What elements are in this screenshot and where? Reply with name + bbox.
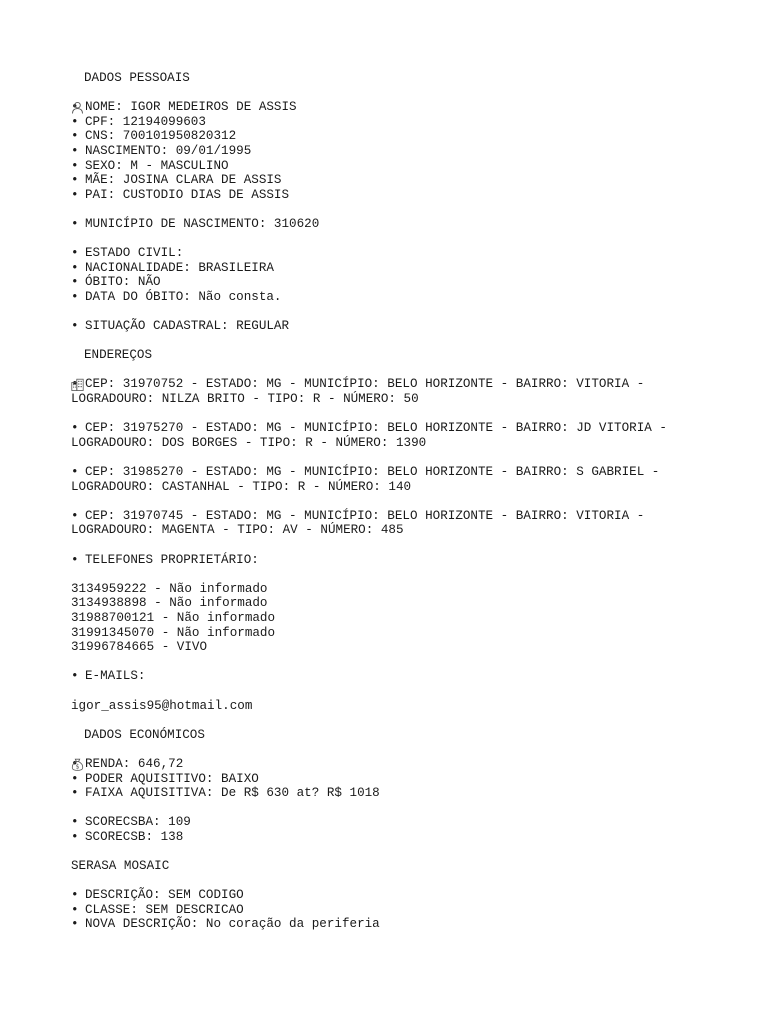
list-item: • CNS: 700101950820312	[71, 129, 711, 144]
buildings-icon	[71, 349, 84, 362]
personal-group-identity	[71, 100, 711, 202]
address-line: LOGRADOURO: CASTANHAL - TIPO: R - NÚMERO: 140	[71, 479, 412, 494]
section-heading-dados-pessoais	[71, 71, 711, 86]
list-item: • MÃE: JOSINA CLARA DE ASSIS	[71, 173, 711, 188]
address-line: • CEP: 31970745 - ESTADO: MG - MUNICÍPIO: BELO HORIZONTE - BAIRRO: VITORIA -	[71, 509, 711, 524]
list-item: • PAI: CUSTODIO DIAS DE ASSIS	[71, 188, 711, 203]
list-item: • MUNICÍPIO DE NASCIMENTO: 310620	[71, 217, 711, 232]
phone-list	[71, 582, 711, 655]
address-line: • CEP: 31985270 - ESTADO: MG - MUNICÍPIO: BELO HORIZONTE - BAIRRO: S GABRIEL -	[71, 465, 711, 480]
address-item	[71, 465, 711, 494]
list-item: • SEXO: M - MASCULINO	[71, 159, 711, 174]
address-line: LOGRADOURO: DOS BORGES - TIPO: R - NÚMERO: 1390	[71, 435, 427, 450]
address-line: LOGRADOURO: NILZA BRITO - TIPO: R - NÚMERO: 50	[71, 392, 419, 407]
address-item	[71, 377, 711, 406]
section-heading-serasa-mosaic: SERASA MOSAIC	[71, 859, 170, 874]
list-item: • NASCIMENTO: 09/01/1995	[71, 144, 711, 159]
address-line: • CEP: 31975270 - ESTADO: MG - MUNICÍPIO: BELO HORIZONTE - BAIRRO: JD VITORIA -	[71, 421, 711, 436]
list-item: • NOVA DESCRIÇÃO: No coração da periferia	[71, 917, 711, 932]
email-item: igor_assis95@hotmail.com	[71, 698, 253, 713]
list-item: • SCORECSBA: 109	[71, 815, 711, 830]
list-item: • SITUAÇÃO CADASTRAL: REGULAR	[71, 319, 711, 334]
economic-group-income	[71, 757, 711, 801]
phone-item: 31988700121 - Não informado	[71, 610, 276, 625]
list-item: • RENDA: 646,72	[71, 757, 711, 772]
list-item: • FAIXA AQUISITIVA: De R$ 630 at? R$ 1018	[71, 786, 711, 801]
list-item: • PODER AQUISITIVO: BAIXO	[71, 772, 711, 787]
address-item	[71, 421, 711, 450]
list-item: • CLASSE: SEM DESCRICAO	[71, 903, 711, 918]
svg-text:$: $	[75, 763, 80, 771]
section-title: DADOS PESSOAIS	[84, 71, 190, 85]
address-item	[71, 509, 711, 538]
list-item: • SCORECSB: 138	[71, 830, 711, 845]
list-item: • ESTADO CIVIL:	[71, 246, 711, 261]
phone-item: 3134959222 - Não informado	[71, 581, 268, 596]
list-item: • DATA DO ÓBITO: Não consta.	[71, 290, 711, 305]
list-item: • NOME: IGOR MEDEIROS DE ASSIS	[71, 100, 711, 115]
phone-item: 31996784665 - VIVO	[71, 640, 208, 655]
phone-item: 31991345070 - Não informado	[71, 625, 276, 640]
emails-label: • E-MAILS:	[71, 669, 711, 684]
economic-group-scores	[71, 815, 711, 844]
list-item: • NACIONALIDADE: BRASILEIRA	[71, 261, 711, 276]
section-heading-enderecos	[71, 348, 711, 363]
money-bag-icon	[71, 729, 84, 771]
document-page	[71, 71, 711, 932]
person-outline-icon	[71, 72, 84, 85]
list-item: • DESCRIÇÃO: SEM CODIGO	[71, 888, 711, 903]
section-title: DADOS ECONÓMICOS	[84, 727, 205, 742]
section-title: ENDEREÇOS	[84, 348, 153, 363]
phone-item: 3134938898 - Não informado	[71, 596, 268, 611]
list-item: • ÓBITO: NÃO	[71, 275, 711, 290]
address-line: LOGRADOURO: MAGENTA - TIPO: AV - NÚMERO: 485	[71, 523, 404, 538]
mosaic-group	[71, 888, 711, 932]
phones-label: • TELEFONES PROPRIETÁRIO:	[71, 553, 711, 568]
list-item: • CPF: 12194099603	[71, 115, 711, 130]
address-line: • CEP: 31970752 - ESTADO: MG - MUNICÍPIO: BELO HORIZONTE - BAIRRO: VITORIA -	[71, 377, 711, 392]
personal-group-status	[71, 246, 711, 304]
